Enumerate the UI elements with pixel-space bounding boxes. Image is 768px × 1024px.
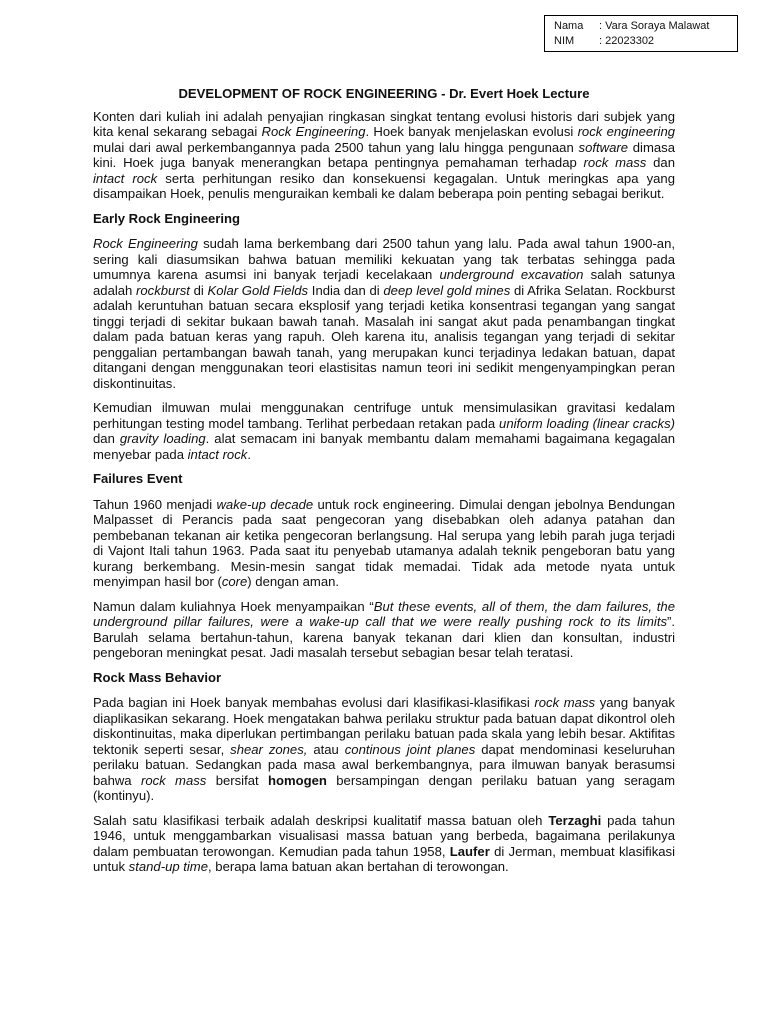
text-run: . alat semacam ini banyak membantu dalam memahami bagaimana kegagalan menyebar pada [93,431,676,462]
rock-mass-behavior-paragraph-2 [93,813,675,875]
italic-text-run: Kolar Gold Fields [207,282,309,298]
text-run: Salah satu klasifikasi terbaik adalah deskripsi kualitatif massa batuan oleh [93,812,549,828]
text-run: di [189,282,208,298]
italic-text-run: rock mass [534,695,596,710]
text-run: mulai dari awal perkembangannya pada 2500 tahun yang lalu hingga pengunaan [93,139,579,155]
italic-text-run: shear zones, [230,741,308,757]
text-run: dan [93,431,120,446]
text-run: serta perhitungan resiko dan konsekuensi kegagalan. Untuk meringkas apa yang disampaikan Hoek, penulis menguraikan kembali ke dalam beberapa poin penting sebagai berikut. [93,170,675,201]
text-run: Tahun 1960 menjadi [93,496,217,512]
italic-text-run: intact rock [187,446,248,462]
italic-text-run: stand-up time [128,859,209,874]
italic-text-run: continous joint planes [344,741,476,757]
italic-text-run: Rock Engineering [261,124,366,139]
name-value: : Vara Soraya Malawat [599,20,710,32]
text-run: bersifat [206,772,268,788]
nim-label: NIM [554,35,575,47]
rock-mass-behavior-paragraph-1 [93,695,675,804]
italic-text-run: rock mass [583,155,647,170]
text-run: ”. Barulah selama bertahun-tahun, karena banyak tekanan dari klien dan konsultan, industri pengeboran meningkat pesat. Jadi masalah tersebut sebagian besar telah teratasi. [93,614,675,660]
italic-text-run: rockburst [136,282,190,298]
italic-text-run: gravity loading [119,431,206,446]
italic-text-run: intact rock [93,170,158,186]
text-run: Kemudian ilmuwan mulai menggunakan centrifuge untuk mensimulasikan gravitasi kedalam perhitungan testing model tambang. Terlihat perbedaan retakan pada [93,400,675,431]
text-run: India dan di [308,282,384,298]
document-title: DEVELOPMENT OF ROCK ENGINEERING - Dr. Evert Hoek Lecture [178,86,590,101]
text-run: yang banyak diaplikasikan sekarang. Hoek mengatakan bahwa perilaku struktur pada batuan dapat dikontrol oleh diskontinuitas, maka diperlukan pertimbangan perilaku batuan pada skala yang lebih besar. Aktifitas tektonik seperti sesar, [93,695,675,757]
italic-text-run: rock mass [140,772,207,788]
intro-paragraph [93,109,675,202]
failures-event-paragraph-1 [93,497,675,590]
document-body [93,86,675,884]
text-run: sudah lama berkembang dari 2500 tahun yang lalu. Pada awal tahun 1900-an, sering kali diasumsikan bahwa batuan memiliki kekuatan yang tak terbatas sehingga pada umumnya karena asumsi ini banyak terjadi kecelakaan [93,236,676,282]
name-row [554,19,737,34]
italic-text-run: software [578,139,629,155]
nim-value: : 22023302 [599,35,655,47]
early-rock-engineering-paragraph-2 [93,400,675,462]
text-run: salah satunya adalah [93,267,675,298]
name-label: Nama [554,20,584,32]
italic-text-run: core [221,574,248,589]
text-run: , berapa lama batuan akan bertahan di terowongan. [208,859,509,874]
text-run: dan [646,155,675,170]
text-run: pada tahun 1946, untuk menggambarkan visualisasi massa batuan yang berbeda, bagaimana perilakunya dalam pembuatan terowongan. Kemudian pada tahun 1958, [93,812,675,859]
nim-row [554,34,737,49]
text-run: dapat mendominasi keseluruhan perilaku batuan. Sedangkan pada masa awal berkembangnya, para ilmuwan banyak berasumsi bahwa [93,741,676,788]
student-identity-box [544,15,738,52]
text-run: Pada bagian ini Hoek banyak membahas evolusi dari klasifikasi-klasifikasi [93,695,535,710]
bold-text-run: Laufer [449,843,490,859]
text-run: Namun dalam kuliahnya Hoek menyampaikan “ [93,598,374,614]
text-run: Konten dari kuliah ini adalah penyajian ringkasan singkat tentang evolusi historis dari subjek yang kita kenal sekarang sebagai [93,108,675,139]
italic-text-run: Rock Engineering [93,236,198,251]
text-run: ) dengan aman. [247,574,340,589]
text-run: . Hoek banyak menjelaskan evolusi [365,124,578,139]
text-run: atau [307,741,345,757]
italic-text-run: wake-up decade [216,496,314,512]
italic-text-run: uniform loading (linear cracks) [499,415,675,431]
italic-text-run: But these events, all of them, the dam failures, the underground pillar failures, were a wake-up call that we were really pushing rock to its limits [93,598,675,629]
failures-event-paragraph-2 [93,599,675,661]
italic-text-run: underground excavation [439,267,584,282]
section-heading-failures-event: Failures Event [93,471,183,486]
text-run: bersampingan dengan perilaku batuan yang seragam (kontinyu). [93,772,675,803]
section-heading-early-rock-engineering: Early Rock Engineering [93,210,240,226]
bold-text-run: Terzaghi [548,812,602,828]
text-run: untuk rock engineering. Dimulai dengan jebolnya Bendungan Malpasset di Perancis pada saat pengecoran yang disebabkan oleh adanya patahan dan pembebanan tekanan air ketika pengecoran berlangsung. Hal serupa yang lebih parah juga terjadi di Vajont Itali tahun 1963. Pada saat itu penyebab utamanya adalah teknik pengeboran batu yang kurang berkembang. Mesin-mesin sangat tidak memadai. Tidak ada metode nyata untuk menyimpan hasil bor ( [93,496,676,589]
text-run: di Afrika Selatan. Rockburst adalah keruntuhan batuan secara eksplosif yang terjadi ketika konsentrasi tegangan yang sangat tinggi terjadi di sekitar bukaan bawah tanah. Masalah ini sangat akut pada penambangan tingkat dalam pada batuan keras yang rapuh. Oleh karena itu, analisis tegangan yang terjadi di sekitar penggalian pertambangan bawah tanah, yang merupakan kunci terjadinya ledakan batuan, dapat ditangani dengan menggunakan teori elastisitas namun teori ini sedikit mengenyampingkan peran diskontinuitas. [93,282,676,391]
text-run: di Jerman, membuat klasifikasi untuk [93,843,675,874]
italic-text-run: deep level gold mines [383,282,511,298]
section-heading-rock-mass-behavior: Rock Mass Behavior [93,669,222,685]
text-run: . [247,446,251,462]
early-rock-engineering-paragraph-1 [93,236,675,391]
italic-text-run: rock engineering [577,124,676,139]
text-run: dimasa kini. Hoek juga banyak menerangkan betapa pentingnya pemahaman terhadap [93,139,675,170]
bold-text-run: homogen [268,772,327,788]
